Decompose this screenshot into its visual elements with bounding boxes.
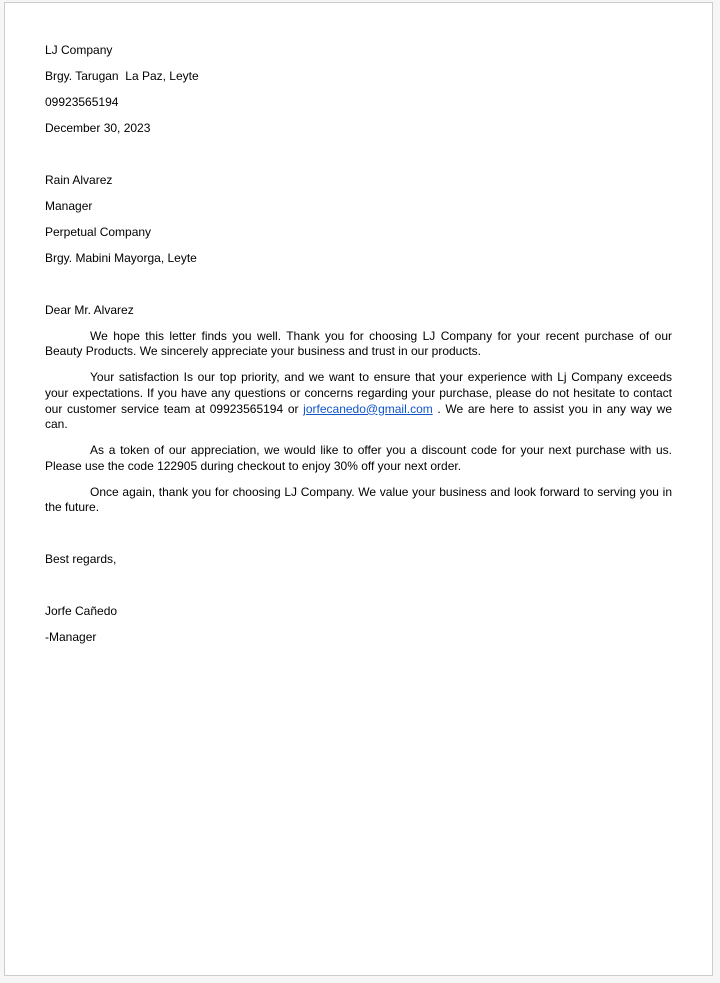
sender-block bbox=[45, 43, 672, 137]
body-paragraph-4: Once again, thank you for choosing LJ Company. We value your business and look forward to serving you in the future. bbox=[45, 484, 672, 515]
sender-phone: 09923565194 bbox=[45, 94, 119, 109]
recipient-company: Perpetual Company bbox=[45, 224, 152, 239]
salutation: Dear Mr. Alvarez bbox=[45, 302, 134, 317]
spacer bbox=[45, 147, 672, 173]
paragraph-text-after-link: . We are here to assist you in any way we can. bbox=[45, 401, 672, 432]
signature-name: Jorfe Cañedo bbox=[45, 604, 118, 619]
signature-title: -Manager bbox=[45, 630, 97, 645]
body-paragraph-2 bbox=[45, 370, 672, 432]
body-paragraph-1: We hope this letter finds you well. Thank you for choosing LJ Company for your recent purchase of our Beauty Products. We sincerely appreciate your business and trust in our products. bbox=[45, 328, 672, 359]
spacer bbox=[45, 277, 672, 303]
sender-address: Brgy. Tarugan La Paz, Leyte bbox=[45, 68, 199, 83]
paragraph-text-before-link: Your satisfaction Is our top priority, and we want to ensure that your experience with Lj Company exceeds your expectations. If you have any questions or concerns regarding your purchase, please do not hesitate to contact our customer service team at 09923565194 or bbox=[45, 370, 672, 416]
closing: Best regards, bbox=[45, 552, 117, 567]
body-paragraph-3: As a token of our appreciation, we would like to offer you a discount code for your next purchase with us. Please use the code 122905 during checkout to enjoy 30% off your next order. bbox=[45, 443, 672, 473]
recipient-address: Brgy. Mabini Mayorga, Leyte bbox=[45, 250, 197, 265]
letter-page bbox=[4, 2, 713, 976]
spacer bbox=[45, 526, 672, 552]
letter-date: December 30, 2023 bbox=[45, 120, 151, 135]
email-link[interactable]: jorfecanedo@gmail.com bbox=[303, 401, 433, 416]
recipient-block bbox=[45, 173, 672, 267]
recipient-name: Rain Alvarez bbox=[45, 172, 113, 187]
recipient-title: Manager bbox=[45, 198, 93, 213]
signature-space bbox=[45, 578, 672, 604]
sender-company: LJ Company bbox=[45, 43, 113, 57]
